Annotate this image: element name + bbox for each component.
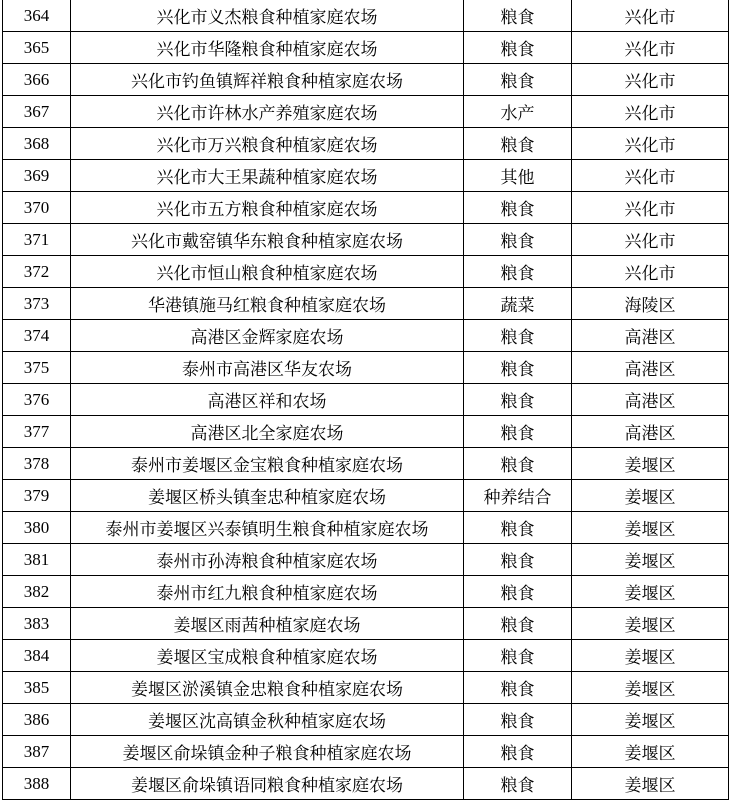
row-number: 383 [3,608,71,640]
farm-name: 泰州市姜堰区兴泰镇明生粮食种植家庭农场 [71,512,464,544]
farm-name: 姜堰区俞垛镇语同粮食种植家庭农场 [71,768,464,800]
row-number: 372 [3,256,71,288]
farm-region: 姜堰区 [572,480,729,512]
farm-name: 高港区北全家庭农场 [71,416,464,448]
farm-name: 兴化市戴窑镇华东粮食种植家庭农场 [71,224,464,256]
row-number: 382 [3,576,71,608]
table-row [3,160,729,192]
farm-type: 粮食 [464,512,572,544]
table-row [3,608,729,640]
table-row [3,416,729,448]
row-number: 387 [3,736,71,768]
farm-name: 兴化市义杰粮食种植家庭农场 [71,0,464,32]
table-row [3,32,729,64]
farm-type: 粮食 [464,448,572,480]
farm-name: 兴化市华隆粮食种植家庭农场 [71,32,464,64]
farm-type: 粮食 [464,576,572,608]
farm-name: 姜堰区宝成粮食种植家庭农场 [71,640,464,672]
farm-region: 高港区 [572,352,729,384]
farm-name: 兴化市许林水产养殖家庭农场 [71,96,464,128]
row-number: 373 [3,288,71,320]
table-row [3,480,729,512]
farm-name: 兴化市钓鱼镇辉祥粮食种植家庭农场 [71,64,464,96]
row-number: 375 [3,352,71,384]
row-number: 378 [3,448,71,480]
table-body [3,0,729,800]
farm-region: 兴化市 [572,96,729,128]
row-number: 370 [3,192,71,224]
row-number: 386 [3,704,71,736]
row-number: 385 [3,672,71,704]
farm-name: 兴化市万兴粮食种植家庭农场 [71,128,464,160]
table-row [3,768,729,800]
farm-region: 兴化市 [572,64,729,96]
farm-type: 蔬菜 [464,288,572,320]
farm-type: 粮食 [464,640,572,672]
row-number: 379 [3,480,71,512]
table-row [3,320,729,352]
table-row [3,736,729,768]
row-number: 369 [3,160,71,192]
farm-type: 种养结合 [464,480,572,512]
table-row [3,256,729,288]
farm-list-table [2,0,729,800]
table-row [3,0,729,32]
farm-name: 姜堰区淤溪镇金忠粮食种植家庭农场 [71,672,464,704]
farm-name: 兴化市恒山粮食种植家庭农场 [71,256,464,288]
farm-type: 粮食 [464,0,572,32]
row-number: 371 [3,224,71,256]
farm-type: 粮食 [464,128,572,160]
farm-region: 高港区 [572,320,729,352]
farm-type: 粮食 [464,384,572,416]
farm-region: 姜堰区 [572,672,729,704]
row-number: 364 [3,0,71,32]
farm-name: 姜堰区雨茜种植家庭农场 [71,608,464,640]
farm-type: 粮食 [464,192,572,224]
row-number: 384 [3,640,71,672]
row-number: 376 [3,384,71,416]
farm-region: 姜堰区 [572,544,729,576]
farm-region: 姜堰区 [572,576,729,608]
farm-type: 粮食 [464,64,572,96]
table-row [3,288,729,320]
farm-name: 泰州市高港区华友农场 [71,352,464,384]
farm-region: 兴化市 [572,192,729,224]
farm-type: 粮食 [464,736,572,768]
farm-region: 兴化市 [572,128,729,160]
table-row [3,672,729,704]
farm-name: 泰州市红九粮食种植家庭农场 [71,576,464,608]
farm-name: 泰州市姜堰区金宝粮食种植家庭农场 [71,448,464,480]
farm-region: 姜堰区 [572,448,729,480]
farm-type: 粮食 [464,320,572,352]
farm-name: 姜堰区俞垛镇金种子粮食种植家庭农场 [71,736,464,768]
table-row [3,448,729,480]
farm-region: 海陵区 [572,288,729,320]
farm-type: 粮食 [464,544,572,576]
table-row [3,96,729,128]
farm-name: 华港镇施马红粮食种植家庭农场 [71,288,464,320]
farm-name: 姜堰区沈高镇金秋种植家庭农场 [71,704,464,736]
farm-name: 高港区金辉家庭农场 [71,320,464,352]
table-row [3,128,729,160]
farm-type: 水产 [464,96,572,128]
row-number: 368 [3,128,71,160]
table-row [3,192,729,224]
farm-region: 姜堰区 [572,512,729,544]
row-number: 388 [3,768,71,800]
farm-type: 粮食 [464,608,572,640]
row-number: 374 [3,320,71,352]
row-number: 381 [3,544,71,576]
row-number: 366 [3,64,71,96]
farm-name: 兴化市大王果蔬种植家庭农场 [71,160,464,192]
row-number: 367 [3,96,71,128]
farm-region: 兴化市 [572,224,729,256]
farm-region: 高港区 [572,416,729,448]
table-row [3,544,729,576]
farm-type: 粮食 [464,768,572,800]
farm-type: 粮食 [464,704,572,736]
table-row [3,224,729,256]
farm-type: 粮食 [464,256,572,288]
table-row [3,704,729,736]
farm-region: 姜堰区 [572,768,729,800]
farm-region: 兴化市 [572,32,729,64]
farm-name: 泰州市孙涛粮食种植家庭农场 [71,544,464,576]
farm-region: 姜堰区 [572,608,729,640]
row-number: 365 [3,32,71,64]
farm-type: 其他 [464,160,572,192]
farm-region: 姜堰区 [572,640,729,672]
farm-region: 姜堰区 [572,704,729,736]
farm-region: 姜堰区 [572,736,729,768]
row-number: 380 [3,512,71,544]
table-row [3,384,729,416]
farm-type: 粮食 [464,352,572,384]
table-row [3,512,729,544]
farm-type: 粮食 [464,224,572,256]
farm-region: 兴化市 [572,0,729,32]
farm-type: 粮食 [464,32,572,64]
table-row [3,640,729,672]
table-row [3,64,729,96]
farm-name: 高港区祥和农场 [71,384,464,416]
farm-region: 兴化市 [572,256,729,288]
farm-region: 高港区 [572,384,729,416]
farm-region: 兴化市 [572,160,729,192]
farm-type: 粮食 [464,672,572,704]
table-row [3,576,729,608]
table-row [3,352,729,384]
farm-name: 兴化市五方粮食种植家庭农场 [71,192,464,224]
farm-type: 粮食 [464,416,572,448]
row-number: 377 [3,416,71,448]
farm-name: 姜堰区桥头镇奎忠种植家庭农场 [71,480,464,512]
